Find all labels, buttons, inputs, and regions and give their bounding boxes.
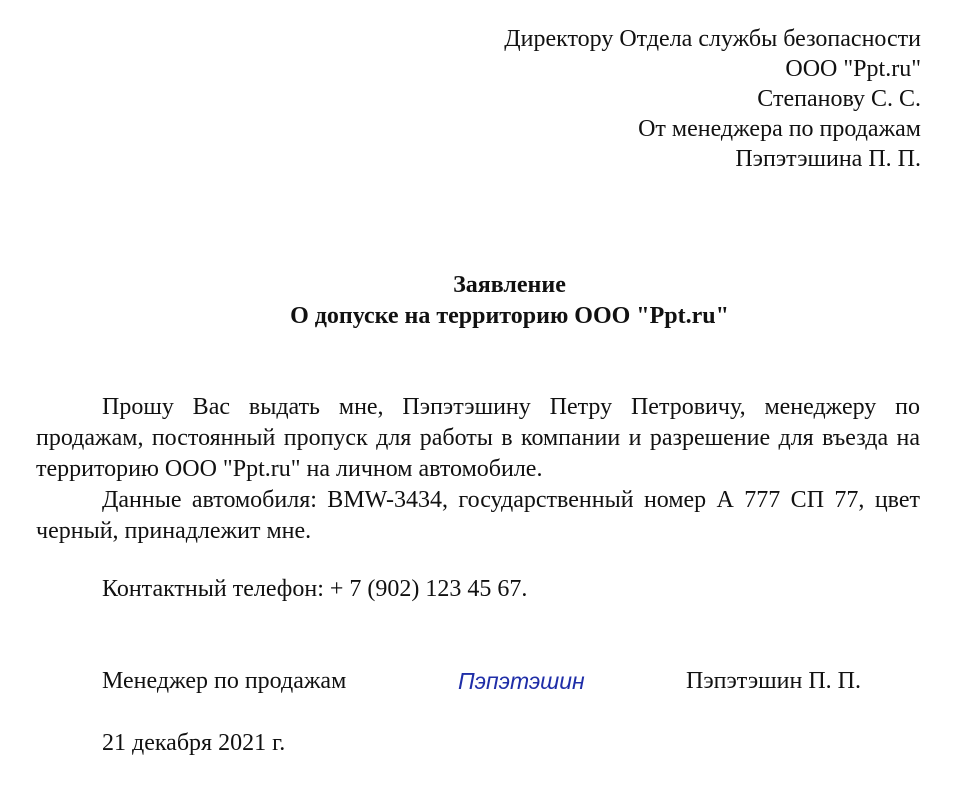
vehicle-paragraph: Данные автомобиля: BMW-3434, государственный номер А 777 СП 77, цвет черный, принадлежит мне. xyxy=(36,487,920,544)
document-date: 21 декабря 2021 г. xyxy=(102,730,286,756)
title-line-1: Заявление xyxy=(453,272,566,298)
handwritten-signature: Пэпэтэшин xyxy=(458,668,585,694)
document-body xyxy=(36,392,920,547)
contact-phone: Контактный телефон: + 7 (902) 123 45 67. xyxy=(102,576,528,602)
signer-position: Менеджер по продажам xyxy=(102,668,347,694)
addressee-block xyxy=(401,24,921,174)
title-line-2: О допуске на территорию ООО "Ppt.ru" xyxy=(290,303,729,329)
addressee-line: Степанову С. С. xyxy=(757,86,921,112)
request-paragraph: Прошу Вас выдать мне, Пэпэтэшину Петру Петровичу, менеджеру по продажам, постоянный пропуск для работы в компании и разрешение для въезда на территорию ООО "Ppt.ru" на личном автомобиле. xyxy=(36,394,920,482)
document-title xyxy=(0,270,961,332)
addressee-line: ООО "Ppt.ru" xyxy=(785,56,921,82)
addressee-line: Пэпэтэшина П. П. xyxy=(735,146,921,172)
addressee-line: Директору Отдела службы безопасности xyxy=(504,26,921,52)
signer-name: Пэпэтэшин П. П. xyxy=(686,668,861,694)
signature-row xyxy=(0,666,961,698)
addressee-line: От менеджера по продажам xyxy=(638,116,921,142)
